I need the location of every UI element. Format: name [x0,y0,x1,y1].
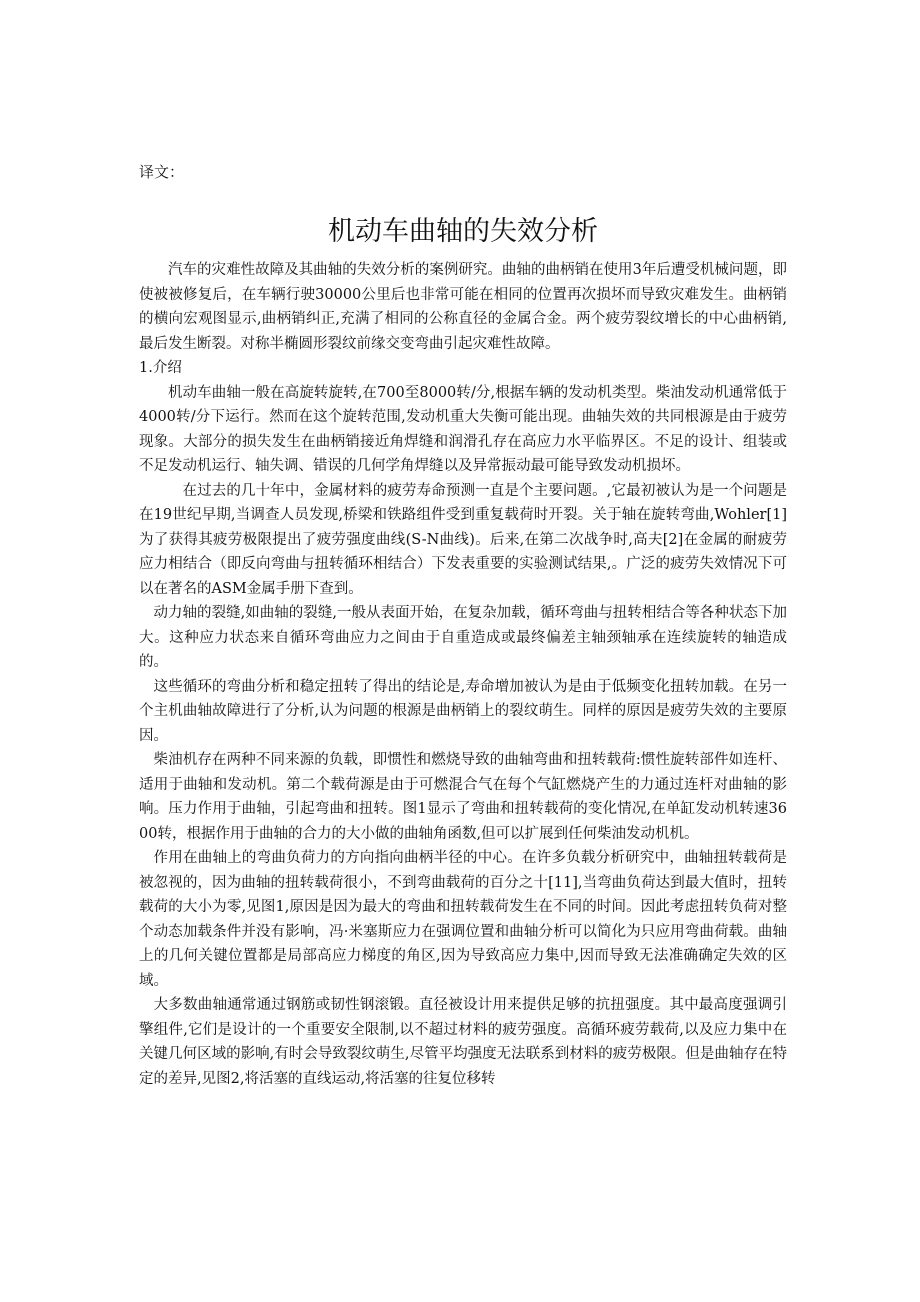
body-paragraph: 机动车曲轴一般在高旋转旋转,在700至8000转/分,根据车辆的发动机类型。柴油发动机通常低于4000转/分下运行。然而在这个旋转范围,发动机重大失衡可能出现。曲轴失效的共同根源是由于疲劳现象。大部分的损失发生在曲柄销接近角焊缝和润滑孔存在高应力水平临界区。不足的设计、组装或不足发动机运行、轴失调、错误的几何学角焊缝以及异常振动最可能导致发动机损坏。 [139,384,787,474]
abstract-paragraph: 汽车的灾难性故障及其曲轴的失效分析的案例研究。曲轴的曲柄销在使用3年后遭受机械问题，即使被被修复后，在车辆行驶30000公里后也非常可能在相同的位置再次损坏而导致灾难发生。曲柄销的横向宏观图显示,曲柄销纠正,充满了相同的公称直径的金属合金。两个疲劳裂纹增长的中心曲柄销,最后发生断裂。对称半椭圆形裂纹前缘交变弯曲引起灾难性故障。 [139,262,787,352]
body-paragraph: 这些循环的弯曲分析和稳定扭转了得出的结论是,寿命增加被认为是由于低频变化扭转加载。在另一个主机曲轴故障进行了分析,认为问题的根源是曲柄销上的裂纹萌生。同样的原因是疲劳失效的主要原因。 [139,678,787,744]
body-paragraph: 在过去的几十年中，金属材料的疲劳寿命预测一直是个主要问题。,它最初被认为是一个问题是在19世纪早期,当调查人员发现,桥梁和铁路组件受到重复载荷时开裂。关于轴在旋转弯曲,Wohler[1]为了获得其疲劳极限提出了疲劳强度曲线(S-N曲线)。后来,在第二次战争时,高夫[2]在金属的耐疲劳应力相结合（即反向弯曲与扭转循环相结合）下发表重要的实验测试结果,。广泛的疲劳失效情况下可以在著名的ASM金属手册下查到。 [139,482,787,597]
body-paragraph: 动力轴的裂缝,如曲轴的裂缝,一般从表面开始，在复杂加载，循环弯曲与扭转相结合等各种状态下加大。这种应力状态来自循环弯曲应力之间由于自重造成或最终偏差主轴颈轴承在连续旋转的轴造成的。 [139,605,787,670]
section-heading-introduction: 1.介绍 [139,360,182,376]
body-paragraph: 大多数曲轴通常通过钢筋或韧性钢滚锻。直径被设计用来提供足够的抗扭强度。其中最高度强调引擎组件,它们是设计的一个重要安全限制,以不超过材料的疲劳强度。高循环疲劳载荷,以及应力集中在关键几何区域的影响,有时会导致裂纹萌生,尽管平均强度无法联系到材料的疲劳极限。但是曲轴存在特定的差异,见图2,将活塞的直线运动,将活塞的往复位移转 [139,997,787,1087]
document-body [139,258,787,1091]
body-paragraph: 作用在曲轴上的弯曲负荷力的方向指向曲柄半径的中心。在许多负载分析研究中，曲轴扭转载荷是被忽视的，因为曲轴的扭转载荷很小，不到弯曲载荷的百分之十[11],当弯曲负荷达到最大值时，扭转载荷的大小为零,见图1,原因是因为最大的弯曲和扭转载荷发生在不同的时间。因此考虑扭转负荷对整个动态加载条件并没有影响，冯·米塞斯应力在强调位置和曲轴分析可以简化为只应用弯曲荷载。曲轴上的几何关键位置都是局部高应力梯度的角区,因为导致高应力集中,因而导致无法准确确定失效的区域。 [139,850,787,989]
body-paragraph: 柴油机存在两种不同来源的负载，即惯性和燃烧导致的曲轴弯曲和扭转载荷:惯性旋转部件如连杆、适用于曲轴和发动机。第二个载荷源是由于可燃混合气在每个气缸燃烧产生的力通过连杆对曲轴的影响。压力作用于曲轴，引起弯曲和扭转。图1显示了弯曲和扭转载荷的变化情况,在单缸发动机转速3600转，根据作用于曲轴的合力的大小做的曲轴角函数,但可以扩展到任何柴油发动机机。 [139,752,787,842]
document-title: 机动车曲轴的失效分析 [328,216,598,247]
translation-label: 译文： [139,163,185,181]
